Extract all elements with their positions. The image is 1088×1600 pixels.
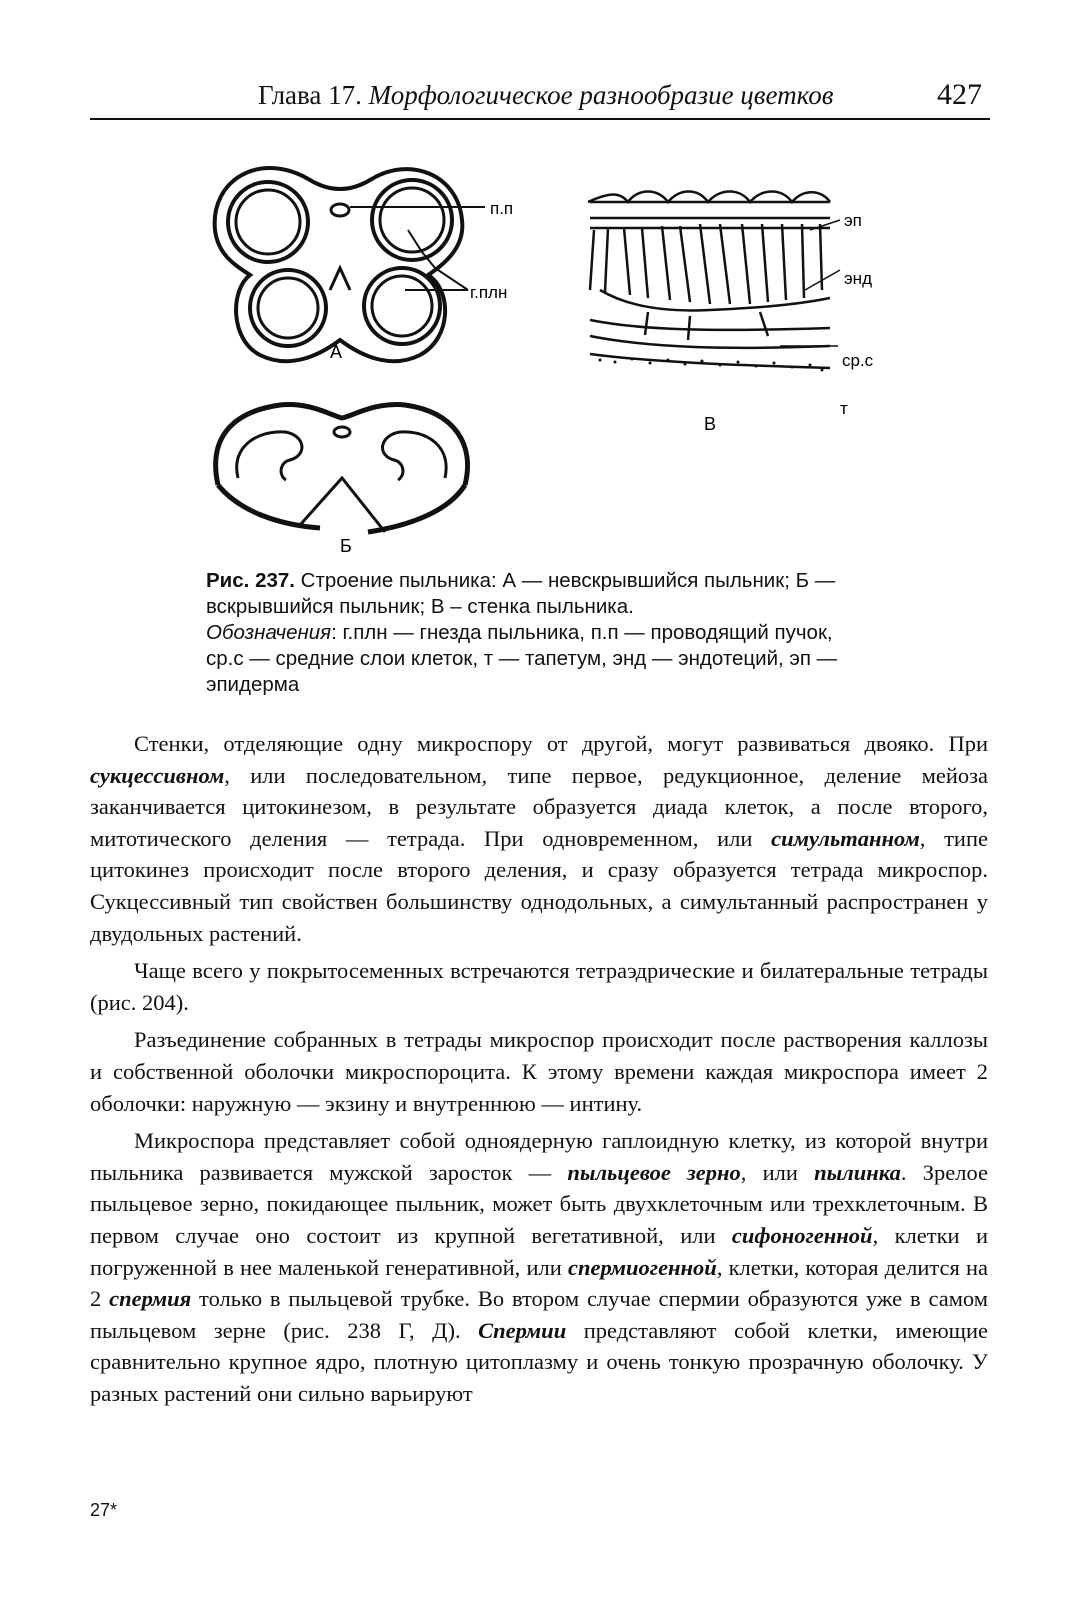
paragraph: Стенки, отделяющие одну микроспору от другой, могут развиваться двояко. При сукцессивном, или последовательном, типе первое, редукционное, деление мейоза заканчивается цитокинезом, в результате образуется диада клеток, а после второго, митотического деления — тетрада. При одновременном, или симультанном, типе цитокинез происходит после второго деления, и сразу образуется тетрада микроспор. Сукцессивный тип свойствен большинству однодольных, а симультанный распространен у двудольных растений. bbox=[90, 731, 988, 946]
label-v: В bbox=[704, 414, 717, 434]
paragraph: Чаще всего у покрытосеменных встречаются тетраэдрические и билатеральные тетрады (рис. 204). bbox=[90, 958, 988, 1015]
caption-lead: Рис. 237. bbox=[206, 569, 295, 592]
chapter-number: Глава 17. bbox=[258, 80, 362, 110]
term: Спермии bbox=[478, 1317, 567, 1343]
label-t: т bbox=[840, 399, 848, 418]
label-end: энд bbox=[844, 269, 872, 288]
anther-closed-a bbox=[215, 168, 485, 361]
figure-237 bbox=[190, 140, 890, 570]
label-b: Б bbox=[340, 536, 352, 556]
paragraph: Микроспора представляет собой одноядерную гаплоидную клетку, из которой внутри пыльника развивается мужской заросток — пыльцевое зерно, или пылинка. Зрелое пыльцевое зерно, покидающее пыльник, может быть двухклеточным или трехклеточным. В первом случае оно состоит из крупной вегетативной, или сифоногенной, клетки и погруженной в нее маленькой генеративной, или спермиогенной, клетки, которая делится на 2 спермия только в пыльцевой трубке. Во втором случае спермии образуются уже в самом пыльцевом зерне (рис. 238 Г, Д). Спермии представляют собой клетки, имеющие сравнительно крупное ядро, плотную цитоплазму и очень тонкую прозрачную оболочку. У разных растений они сильно варьируют bbox=[90, 1128, 989, 1406]
term: пылинка bbox=[814, 1159, 901, 1185]
term: сукцессивном bbox=[90, 762, 225, 788]
running-title bbox=[258, 80, 833, 111]
figure-caption bbox=[206, 568, 866, 698]
page-number: 427 bbox=[937, 78, 982, 111]
label-gpln: г.плн bbox=[470, 283, 508, 302]
term: сифоногенной bbox=[731, 1222, 873, 1248]
caption-legend-label: Обозначения bbox=[206, 621, 332, 644]
signature-mark: 27* bbox=[90, 1500, 118, 1520]
label-src: ср.с bbox=[842, 351, 874, 370]
term: спермиогенной bbox=[567, 1254, 717, 1280]
label-ep: эп bbox=[844, 211, 862, 230]
caption-legend-text: : г.плн — гнезда пыльника, п.п — проводящий пучок, ср.с — средние слои клеток, т — тапетум, энд — эндотеций, эп — эпидерма bbox=[206, 621, 838, 696]
caption-text: Строение пыльника: А — невскрывшийся пыльник; Б — вскрывшийся пыльник; В – стенка пыльника. bbox=[206, 569, 836, 618]
paragraph: Разъединение собранных в тетрады микроспор происходит после растворения каллозы и собственной оболочки микроспороцита. К этому времени каждая микроспора имеет 2 оболочки: наружную — экзину и внутреннюю — интину. bbox=[90, 1027, 988, 1116]
chapter-title: Морфологическое разнообразие цветков bbox=[368, 80, 834, 110]
label-a: А bbox=[330, 342, 343, 362]
anther-diagram bbox=[190, 140, 890, 570]
body-text bbox=[90, 728, 988, 1415]
term: пыльцевое зерно bbox=[567, 1159, 741, 1185]
anther-opened-b bbox=[216, 405, 468, 532]
page-header bbox=[90, 78, 990, 120]
term: спермия bbox=[109, 1286, 192, 1312]
label-pp: п.п bbox=[490, 199, 514, 218]
term: симультанном bbox=[771, 825, 920, 851]
anther-wall-v bbox=[588, 192, 840, 369]
